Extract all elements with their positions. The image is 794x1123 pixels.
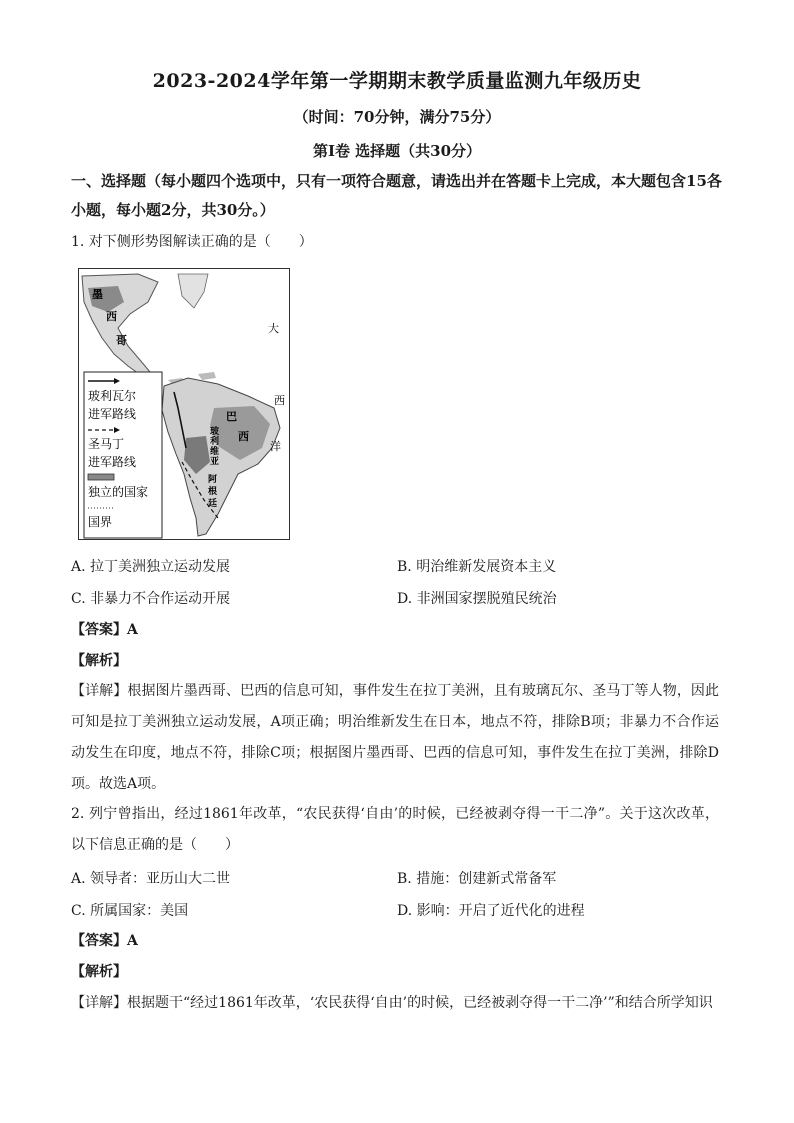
q1-option-d: D. 非洲国家摆脱殖民统治 bbox=[397, 591, 557, 607]
label-mexico-2: 西 bbox=[106, 310, 117, 323]
q2-detail: 【详解】根据题干“经过1861年改革，‘农民获得‘自由’的时候，已经被剥夺得一干二净’”和结合所学知识 bbox=[71, 995, 713, 1011]
label-ocean-2: 西 bbox=[274, 394, 285, 407]
label-brazil-2: 西 bbox=[238, 430, 249, 443]
q2-option-d: D. 影响：开启了近代化的进程 bbox=[397, 903, 585, 919]
q1-option-c: C. 非暴力不合作运动开展 bbox=[71, 591, 231, 607]
q2-option-a: A. 领导者：亚历山大二世 bbox=[71, 871, 231, 887]
q2-option-c: C. 所属国家：美国 bbox=[71, 903, 189, 919]
question-2-stem: 2. 列宁曾指出，经过1861年改革，“农民获得‘自由’的时候，已经被剥夺得一干二净”。关于这次改革，以下信息正确的是（ ） bbox=[71, 806, 719, 853]
label-argentina-2: 根 bbox=[208, 487, 218, 497]
legend-country-swatch bbox=[88, 474, 114, 480]
label-bolivia-4: 亚 bbox=[210, 457, 220, 467]
q1-answer: 【答案】A bbox=[71, 622, 138, 638]
question-1-stem: 1. 对下侧形势图解读正确的是（ ） bbox=[71, 234, 313, 250]
legend-bolivar-1: 玻利瓦尔 bbox=[88, 389, 137, 403]
exam-title: 2023-2024学年第一学期期末教学质量监测九年级历史 bbox=[152, 70, 642, 92]
legend-bolivar-2: 进军路线 bbox=[88, 407, 137, 421]
legend-san-martin-1: 圣马丁 bbox=[88, 437, 125, 451]
label-argentina-3: 廷 bbox=[208, 499, 218, 509]
label-brazil-1: 巴 bbox=[226, 410, 237, 423]
label-mexico-1: 墨 bbox=[92, 288, 103, 301]
label-argentina-1: 阿 bbox=[208, 475, 218, 485]
exam-subtitle: （时间：70分钟，满分75分） bbox=[293, 108, 501, 126]
q1-option-b: B. 明治维新发展资本主义 bbox=[397, 559, 557, 575]
label-ocean-3: 洋 bbox=[270, 440, 281, 453]
q1-detail: 【详解】根据图片墨西哥、巴西的信息可知，事件发生在拉丁美洲，且有玻璃瓦尔、圣马丁等人物，因此可知是拉丁美洲独立运动发展，A项正确；明治维新发生在日本，地点不符，排除B项；非暴力不合作运动发生在印度，地点不符，排除C项；根据图片墨西哥、巴西的信息可知，事件发生在拉丁美洲，排除D项。故选A项。 bbox=[71, 683, 719, 792]
label-bolivia-3: 维 bbox=[210, 447, 220, 457]
label-mexico-3: 哥 bbox=[116, 334, 127, 347]
q2-analysis-label: 【解析】 bbox=[71, 964, 127, 980]
q1-option-a: A. 拉丁美洲独立运动发展 bbox=[71, 559, 231, 575]
label-ocean-1: 大 bbox=[268, 322, 279, 335]
section-instruction: 一、选择题（每小题四个选项中，只有一项符合题意，请选出并在答题卡上完成，本大题包含15各小题，每小题2分，共30分。） bbox=[71, 172, 722, 219]
label-bolivia-2: 利 bbox=[210, 437, 220, 447]
label-bolivia-1: 玻 bbox=[210, 427, 220, 437]
legend-country: 独立的国家 bbox=[88, 485, 149, 499]
q1-analysis-label: 【解析】 bbox=[71, 653, 127, 669]
q2-option-b: B. 措施：创建新式常备军 bbox=[397, 871, 557, 887]
q2-answer: 【答案】A bbox=[71, 933, 138, 949]
legend-border: 国界 bbox=[88, 515, 113, 529]
part-title: 第Ⅰ卷 选择题（共30分） bbox=[312, 142, 482, 160]
legend-san-martin-2: 进军路线 bbox=[88, 455, 137, 469]
latin-america-map bbox=[78, 268, 290, 540]
